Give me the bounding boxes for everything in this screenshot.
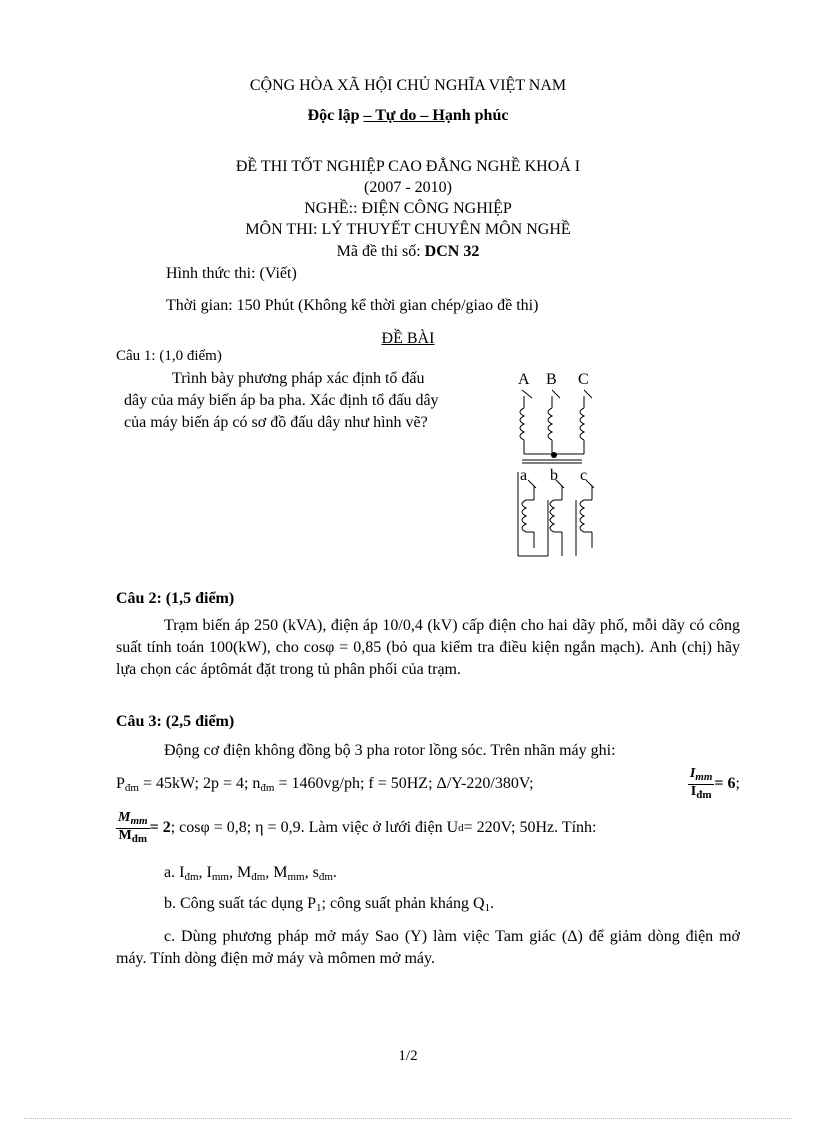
transformer-core — [522, 460, 582, 463]
q3-item-a: a. $I_{đm}$, $I_{mm}$, $M_{đm}$, $M_{mm}$, $s_{đm}$. — [164, 864, 337, 883]
ratio-mmm-mdm: $\frac{M_{mm}}{M_{đm}}$ — [118, 809, 148, 845]
profession: NGHỀ:: ĐIỆN CÔNG NGHIỆP — [304, 200, 512, 217]
exam-code-label: Mã đề thi số: — [336, 243, 425, 260]
ratio-mmm-value: = 2 — [149, 819, 171, 836]
dm-sub: đm — [260, 781, 275, 794]
motto-part-c: ạnh phúc — [444, 107, 509, 124]
subject: MÔN THI: LÝ THUYẾT CHUYÊN MÔN NGHỀ — [245, 221, 571, 238]
motto — [0, 107, 816, 125]
primary-windings — [520, 390, 592, 454]
page-number: 1/2 — [398, 1048, 418, 1064]
secondary-label-c: c — [580, 467, 588, 484]
exam-code-value: DCN 32 — [424, 243, 480, 260]
exam-years: (2007 - 2010) — [364, 179, 452, 196]
motto-part-b: – Tự do – H — [363, 107, 445, 124]
primary-label-c: C — [578, 371, 589, 388]
ratio-imm-value: = 6 — [714, 774, 736, 792]
q3-item-c: c. Dùng phương pháp mở máy Sao (Y) làm việc Tam giác (Δ) để giảm dòng điện mở máy. Tính dòng điện mở máy và mômen mở máy. — [116, 928, 740, 967]
q3-intro: Động cơ điện không đồng bộ 3 pha rotor lồng sóc. Trên nhãn máy ghi: — [164, 742, 616, 759]
q1-line1: Trình bày phương pháp xác định tổ đấu — [172, 370, 425, 387]
q3-params-line2: $\frac{M_{mm}}{M_{đm}}$ = 2 ; cosφ = 0,8; η = 0,9. Làm việc ở lưới điện U d = 220V; 50Hz. Tính: — [118, 809, 597, 845]
secondary-label-b: b — [550, 467, 558, 484]
primary-label-a: A — [518, 371, 530, 388]
de-bai-heading: ĐỀ BÀI — [381, 330, 435, 347]
page-bottom-rule — [24, 1118, 792, 1119]
dm-sub: đm — [124, 781, 139, 794]
exam-code — [0, 243, 816, 261]
exam-duration: Thời gian: 150 Phút (Không kể thời gian chép/giao đề thi) — [166, 297, 539, 314]
q1-line2: dây của máy biến áp ba pha. Xác định tổ đấu dây — [124, 392, 439, 409]
n-value: = 1460vg/ph; f = 50HZ; Δ/Y-220/380V; — [274, 774, 534, 792]
p-value: = 45kW; 2p = 4; n — [138, 774, 261, 792]
p-symbol: P — [116, 774, 125, 792]
motto-part-a: Độc lập — [307, 107, 364, 124]
secondary-windings — [518, 472, 594, 556]
q2-text: Trạm biến áp 250 (kVA), điện áp 10/0,4 (kV) cấp điện cho hai dãy phố, mỗi dãy có công suất tính toán 100(kW), cho cosφ = 0,85 (bỏ qua kiểm tra điều kiện ngắn mạch). Anh (chị) hãy lựa chọn các áptômát đặt trong tủ phân phối của trạm. — [116, 617, 740, 678]
q2-heading: Câu 2: (1,5 điểm) — [116, 590, 235, 607]
exam-form: Hình thức thi: (Viết) — [166, 265, 297, 282]
q1-line3: của máy biến áp có sơ đồ đấu dây như hình vẽ? — [124, 414, 428, 431]
neutral-dot — [551, 452, 557, 458]
transformer-diagram — [512, 368, 606, 564]
ratio-imm-idm: $\frac{I_{mm}}{I_{đm}}$ — [689, 765, 713, 801]
secondary-label-a: a — [520, 467, 528, 484]
q3-line2-text: ; cosφ = 0,8; η = 0,9. Làm việc ở lưới điện U — [170, 819, 459, 836]
q3-item-b: b. Công suất tác dụng $P_1$; công suất phản kháng $Q_1$. — [164, 895, 495, 914]
primary-label-b: B — [546, 371, 557, 388]
q1-heading: Câu 1: (1,0 điểm) — [116, 348, 222, 364]
country-title: CỘNG HÒA XÃ HỘI CHỦ NGHĨA VIỆT NAM — [249, 77, 567, 94]
q3-params-line1: $P_{đm} = 45kW$; 2p = 4; $n_{đm} = 1460vg/ph$; f = 50HZ; Δ/Y-220/380V; $\frac{I_{mm}}{I_{đm}}$ = 6; — [116, 765, 740, 801]
q3-heading: Câu 3: (2,5 điểm) — [116, 713, 235, 730]
exam-title: ĐỀ THI TỐT NGHIỆP CAO ĐẲNG NGHỀ KHOÁ I — [235, 158, 581, 175]
